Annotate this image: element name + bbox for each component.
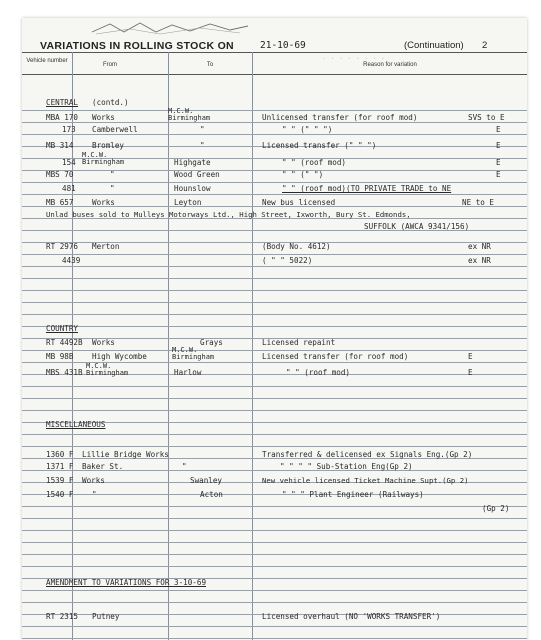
- ruled-line: [22, 182, 527, 183]
- from-location: ": [92, 490, 97, 499]
- column-header-vehicle: Vehicle number: [26, 58, 68, 64]
- ruled-line: [22, 134, 527, 135]
- ruled-line: [22, 506, 527, 507]
- destination-code: E: [468, 352, 473, 361]
- ruled-line: [22, 314, 527, 315]
- reason-text: Licensed overhaul (NO 'WORKS TRANSFER'): [262, 612, 441, 621]
- from-location: Putney: [92, 612, 120, 621]
- ruled-line: [22, 170, 527, 171]
- destination-code: SVS to E: [468, 113, 505, 122]
- vehicle-number: MB 98B: [46, 352, 74, 361]
- to-location: M.C.W. Birmingham: [168, 107, 211, 122]
- reason-text: " " " " Sub-Station Eng(Gp 2): [280, 462, 413, 471]
- ink-stamp-marks: [90, 20, 250, 36]
- column-header-reason: Reason for variation: [363, 62, 417, 68]
- vehicle-number: 481: [62, 184, 76, 193]
- section-heading-amendment: AMENDMENT TO VARIATIONS FOR 3-10-69: [46, 578, 207, 587]
- destination-code: E: [468, 368, 473, 377]
- to-location: Highgate: [174, 158, 211, 167]
- ruled-line: [22, 350, 527, 351]
- ruled-line: [22, 542, 527, 543]
- vehicle-number: MBS 70: [46, 170, 74, 179]
- to-location: Acton: [200, 490, 223, 499]
- column-header-from: From: [103, 62, 117, 68]
- from-location: Camberwell: [92, 125, 138, 134]
- ruled-line: [22, 194, 527, 195]
- from-location: Works: [92, 198, 115, 207]
- ruled-line: [22, 602, 527, 603]
- vehicle-number: MBA 170: [46, 113, 79, 122]
- reason-text: " " (roof mod): [286, 368, 351, 377]
- column-divider: [168, 52, 169, 640]
- ruled-line: [22, 122, 527, 123]
- reason-text: " " " Plant Engineer (Railways): [282, 490, 424, 499]
- destination-code: NE to E: [462, 198, 495, 207]
- reason-text: Licensed transfer (" " "): [262, 141, 377, 150]
- reason-text: (Body No. 4612): [262, 242, 331, 251]
- to-location: Grays: [200, 338, 223, 347]
- reason-text: Licensed repaint: [262, 338, 336, 347]
- ruled-line: [22, 110, 527, 111]
- sold-note-line: SUFFOLK (AWCA 9341/156): [364, 222, 470, 231]
- header-rule-top: [22, 52, 527, 53]
- destination-code: E: [496, 125, 501, 134]
- vehicle-number: 154: [62, 158, 76, 167]
- ruled-line: [22, 254, 527, 255]
- ruled-line: [22, 398, 527, 399]
- vehicle-number: RT 2315: [46, 612, 79, 621]
- reason-text: New bus licensed: [262, 198, 336, 207]
- column-divider: [252, 52, 253, 640]
- from-location: M.C.W. Birmingham: [86, 362, 129, 377]
- section-note: (contd.): [92, 98, 129, 107]
- destination-code: E: [496, 170, 501, 179]
- vehicle-number: 1539 F: [46, 476, 74, 485]
- to-location: ": [200, 141, 205, 150]
- document-title: VARIATIONS IN ROLLING STOCK ON: [40, 40, 234, 52]
- reason-continuation: (Gp 2): [482, 504, 510, 513]
- ruled-line: [22, 278, 527, 279]
- to-location: Leyton: [174, 198, 202, 207]
- section-heading-central: CENTRAL: [46, 98, 79, 107]
- destination-code: ex NR: [468, 256, 491, 265]
- vehicle-number: 1540 F: [46, 490, 74, 499]
- from-location: High Wycombe: [92, 352, 147, 361]
- ruled-line: [22, 434, 527, 435]
- to-location: ": [200, 125, 205, 134]
- vehicle-number: MB 657: [46, 198, 74, 207]
- to-location: Swanley: [190, 476, 223, 485]
- from-location: Works: [92, 113, 115, 122]
- vehicle-number: RT 2976: [46, 242, 79, 251]
- ruled-line: [22, 566, 527, 567]
- vehicle-number: MBS 431B: [46, 368, 83, 377]
- to-location: ": [182, 462, 187, 471]
- page-number: 2: [482, 40, 488, 51]
- ruled-line: [22, 638, 527, 639]
- to-location: Harlow: [174, 368, 202, 377]
- from-location: M.C.W. Birmingham: [82, 151, 125, 166]
- reason-text: New vehicle licensed Ticket Machine Supt.(Gp 2): [262, 476, 469, 485]
- vehicle-number: 1371 F: [46, 462, 74, 471]
- from-location: Merton: [92, 242, 120, 251]
- column-header-to: To: [206, 62, 214, 68]
- ruled-line: [22, 446, 527, 447]
- ruled-line: [22, 386, 527, 387]
- from-location: Bromley: [92, 141, 125, 150]
- vehicle-number: RT 4492B: [46, 338, 83, 347]
- vehicle-number: MB 314: [46, 141, 74, 150]
- ruled-line: [22, 626, 527, 627]
- reason-text: Unlicensed transfer (for roof mod): [262, 113, 418, 122]
- ruled-line: [22, 530, 527, 531]
- sold-note-line: Unlad buses sold to Mulleys Motorways Ltd., High Street, Ixworth, Bury St. Edmonds,: [46, 210, 411, 219]
- ruled-line: [22, 554, 527, 555]
- from-location: ": [110, 170, 115, 179]
- section-heading-miscellaneous: MISCELLANEOUS: [46, 420, 106, 429]
- continuation-label: (Continuation): [404, 40, 464, 51]
- from-location: Lillie Bridge Works: [82, 450, 169, 459]
- destination-code: ex NR: [468, 242, 491, 251]
- to-location: M.C.W. Birmingham: [172, 346, 215, 361]
- vehicle-number: 1360 F: [46, 450, 74, 459]
- section-heading-country: COUNTRY: [46, 324, 79, 333]
- destination-code: E: [496, 141, 501, 150]
- ruled-line: [22, 410, 527, 411]
- reason-text: " " (" "): [282, 170, 324, 179]
- ruled-line: [22, 290, 527, 291]
- from-location: Works: [82, 476, 105, 485]
- reason-text: " " (roof mod)(TO PRIVATE TRADE to NE: [282, 184, 452, 193]
- from-location: Baker St.: [82, 462, 124, 471]
- ruled-line: [22, 326, 527, 327]
- reason-text: Licensed transfer (for roof mod): [262, 352, 409, 361]
- reason-text: Transferred & delicensed ex Signals Eng.(Gp 2): [262, 450, 473, 459]
- ruled-line: [22, 302, 527, 303]
- report-date: 21-10-69: [260, 40, 306, 51]
- ruled-line: [22, 266, 527, 267]
- ruled-line: [22, 518, 527, 519]
- vehicle-number: 173: [62, 125, 76, 134]
- to-location: Hounslow: [174, 184, 211, 193]
- header-rule-bottom: [22, 74, 527, 75]
- reason-text: " " (" " "): [282, 125, 333, 134]
- ruled-line: [22, 590, 527, 591]
- to-location: Wood Green: [174, 170, 220, 179]
- destination-code: E: [496, 158, 501, 167]
- from-location: ": [110, 184, 115, 193]
- bleed-through-text: · · · · · · · ·: [322, 55, 386, 63]
- from-location: Works: [92, 338, 115, 347]
- reason-text: ( " " 5022): [262, 256, 313, 265]
- vehicle-number: 4439: [62, 256, 81, 265]
- document-sheet: [22, 18, 527, 640]
- reason-text: " " (roof mod): [282, 158, 347, 167]
- ruled-line: [22, 494, 527, 495]
